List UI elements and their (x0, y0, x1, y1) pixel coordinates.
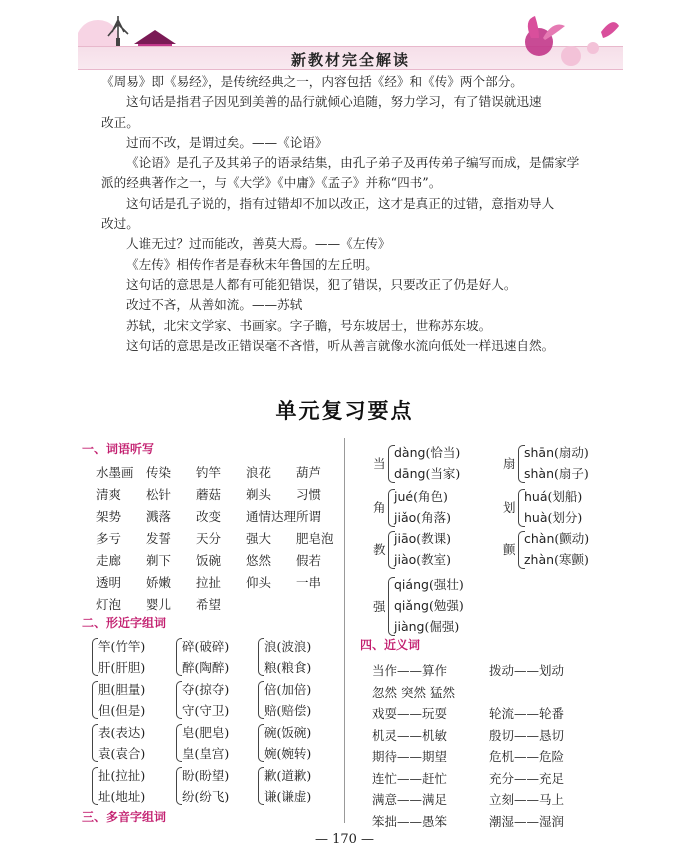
char-group-item: 址(地址) (98, 789, 146, 804)
char-group-item: 粮(粮食) (264, 660, 312, 675)
vocab-word: 肥皂泡 (296, 531, 334, 546)
example-word: (恰当) (425, 445, 461, 460)
synonym-row (372, 682, 612, 704)
vocab-word: 走廊 (96, 553, 122, 568)
subheading-vocab: 一、词语听写 (82, 442, 155, 456)
pinyin: dàng (394, 445, 426, 460)
example-word: (角色) (413, 489, 448, 504)
vocab-row (96, 550, 346, 572)
polyphone-reading (394, 595, 464, 616)
polyphone-char: 划 (503, 500, 516, 515)
synonym-pair (489, 682, 606, 704)
char-group-item: 碗(饭碗) (264, 725, 312, 740)
vocab-word: 改变 (196, 509, 222, 524)
char-group-item: 婉(婉转) (264, 746, 312, 761)
example-word: (颤动) (554, 531, 590, 546)
prose-line: 派的经典著作之一，与《大学》《中庸》《孟子》并称“四书”。 (101, 175, 442, 191)
prose-line: 改过。 (101, 216, 139, 232)
prose-line: 《左传》相传作者是春秋末年鲁国的左丘明。 (126, 256, 378, 272)
polyphone-char: 强 (373, 598, 386, 614)
polyphone-reading (524, 528, 589, 549)
pinyin: dāng (394, 466, 426, 481)
prose-line: 苏轼，北宋文学家、书画家。字子瞻，号东坡居士，世称苏东坡。 (126, 317, 492, 333)
vocab-word: 架势 (96, 509, 122, 524)
prose-line: 《周易》即《易经》，是传统经典之一，内容包括《经》和《传》两个部分。 (101, 74, 523, 89)
section-title: 单元复习要点 (275, 399, 414, 423)
vocab-word: 习惯 (296, 487, 322, 502)
prose-line: 人谁无过？过而能改，善莫大焉。——《左传》 (126, 236, 391, 252)
synonym-pair: 忽然 突然 猛然 (372, 684, 455, 700)
example-word: (当家) (425, 466, 461, 481)
vocab-word: 溅落 (146, 509, 172, 524)
vocab-word: 假若 (296, 553, 322, 568)
char-group-item: 醉(陶醉) (182, 660, 230, 675)
vocab-word: 强大 (246, 531, 272, 546)
prose-line: 这句话是孔子说的，指有过错却不加以改正，这才是真正的过错，意指劝导人 (126, 195, 555, 211)
vocab-word: 所谓 (296, 509, 322, 524)
polyphone-reading (394, 574, 464, 595)
vocab-word: 一串 (296, 575, 322, 590)
synonym-row (372, 768, 612, 790)
pinyin: zhàn (524, 552, 555, 567)
vocab-word: 剃头 (246, 487, 272, 502)
vocab-word (246, 594, 296, 616)
synonym-pair: 拨动——划动 (489, 663, 565, 678)
pinyin: jiǎo (394, 510, 417, 525)
prose-line: 改正。 (101, 114, 139, 130)
polyphone-char: 扇 (503, 456, 516, 471)
synonym-pair: 轮流——轮番 (489, 706, 565, 721)
vocab-row (96, 572, 346, 594)
vocab-row (96, 506, 346, 528)
synonym-row (372, 725, 612, 747)
pinyin: jiāo (394, 531, 417, 546)
synonym-pair: 连忙——赶忙 (372, 770, 448, 786)
char-group-item: 谦(谦虚) (264, 789, 312, 804)
synonym-row (372, 660, 612, 682)
vocab-word: 多亏 (96, 531, 122, 546)
char-group-item: 皇(皇宫) (182, 746, 230, 761)
char-group-item: 倍(加倍) (264, 682, 312, 697)
pinyin: jué (394, 489, 414, 504)
char-group-item: 表(表达) (98, 725, 146, 740)
vocab-word: 饭碗 (196, 553, 222, 568)
polyphone-char: 颤 (503, 542, 516, 557)
char-group-item: 竿(竹竿) (98, 639, 146, 654)
synonym-pair: 满意——满足 (372, 792, 448, 807)
header-title: 新教材完全解读 (290, 51, 410, 69)
flower-decoration (473, 12, 623, 70)
prose-line: 这句话是指君子因见到美善的品行就倾心追随，努力学习，有了错误就迅速 (126, 94, 542, 110)
prose-line: 改过不吝，从善如流。——苏轼 (126, 297, 303, 313)
char-group-item: 袁(袁合) (98, 746, 146, 761)
pinyin: chàn (524, 531, 555, 546)
char-group-item: 肝(肝胆) (98, 660, 146, 675)
prose-line: 《论语》是孔子及其弟子的语录结集，由孔子弟子及再传弟子编写而成，是儒家学 (126, 155, 580, 171)
pinyin: shàn (524, 466, 555, 481)
polyphone-reading (524, 507, 582, 528)
vocab-row (96, 594, 346, 616)
prose-section (101, 72, 611, 356)
pinyin: huà (524, 510, 548, 525)
polyphone-reading (394, 616, 459, 637)
vocab-word: 葫芦 (296, 465, 322, 480)
example-word: (扇子) (554, 466, 589, 481)
char-group-item: 但(但是) (98, 703, 146, 718)
polyphone-reading (524, 549, 589, 570)
char-group-item: 皂(肥皂) (182, 725, 230, 740)
polyphone-reading (394, 442, 460, 463)
char-group-item: 浪(波浪) (264, 639, 312, 654)
polyphone-char: 教 (373, 542, 386, 557)
synonym-pair: 充分——充足 (489, 770, 565, 786)
pinyin: shān (524, 445, 555, 460)
vocab-word (296, 594, 346, 616)
synonym-pair: 立刻——马上 (489, 792, 565, 807)
polyphone-char: 角 (373, 500, 386, 515)
example-word: (寒颤) (554, 552, 589, 567)
polyphone-char: 当 (373, 456, 386, 471)
char-group-item: 扯(拉扯) (98, 768, 146, 783)
vocab-word: 娇嫩 (146, 575, 172, 590)
synonym-row (372, 746, 612, 768)
vocab-row (96, 462, 346, 484)
synonym-row (372, 789, 612, 811)
polyphone-reading (394, 549, 451, 570)
vocab-word: 透明 (96, 575, 122, 590)
vocab-word: 清爽 (96, 487, 122, 502)
vocab-word: 灯泡 (96, 597, 122, 612)
synonym-row (372, 703, 612, 725)
pinyin: jiào (394, 552, 417, 567)
vocab-word: 剃下 (146, 553, 172, 568)
page-number: — 170 — (314, 832, 375, 847)
page-header (78, 12, 623, 70)
pinyin: huá (524, 489, 548, 504)
vocab-word: 悠然 (246, 553, 272, 568)
subheading-synonyms: 四、近义词 (360, 638, 421, 652)
vocab-word: 通情达理 (246, 509, 297, 524)
example-word: (教室) (416, 552, 452, 567)
vocab-word: 松针 (146, 487, 172, 502)
char-group-item: 纷(纷飞) (182, 789, 230, 804)
char-group-item: 歉(道歉) (264, 768, 312, 783)
pinyin: jiàng (394, 619, 425, 634)
vocab-word: 天分 (196, 531, 222, 546)
synonym-pair: 潮湿——湿润 (489, 813, 565, 829)
example-word: (勉强) (428, 598, 464, 613)
synonym-pair: 期待——期望 (372, 749, 448, 764)
subheading-polyphones: 三、多音字组词 (82, 810, 167, 824)
prose-line: 这句话的意思是人都有可能犯错误，犯了错误，只要改正了仍是好人。 (126, 276, 517, 292)
char-group-item: 盼(盼望) (182, 768, 230, 783)
polyphone-reading (394, 507, 451, 528)
prose-line: 过而不改，是谓过矣。——《论语》 (126, 134, 328, 150)
vocab-word: 浪花 (246, 465, 272, 480)
synonym-pair: 笨拙——愚笨 (372, 813, 448, 829)
vocab-word: 发誓 (146, 531, 172, 546)
vocab-row (96, 484, 346, 506)
example-word: (倔强) (424, 619, 460, 634)
polyphone-reading (524, 442, 589, 463)
synonym-pair: 殷切——恳切 (489, 727, 565, 743)
synonym-pair: 戏耍——玩耍 (372, 706, 448, 721)
vocab-row (96, 528, 346, 550)
char-group-item: 夺(掠夺) (182, 682, 230, 697)
example-word: (角落) (416, 510, 452, 525)
example-word: (教课) (416, 531, 452, 546)
example-word: (划分) (547, 510, 583, 525)
char-group-item: 守(守卫) (182, 703, 230, 718)
prose-line: 这句话的意思是改正错误毫不吝惜，听从善言就像水流向低处一样迅速自然。 (126, 337, 555, 353)
vocab-word: 婴儿 (146, 597, 172, 612)
vocab-word: 水墨画 (96, 465, 134, 480)
pinyin: qiǎng (394, 598, 429, 613)
vocab-word: 钓竿 (196, 465, 222, 480)
synonym-pair: 当作——算作 (372, 663, 448, 678)
vocab-grid (96, 462, 346, 616)
polyphone-reading (524, 486, 582, 507)
example-word: (强壮) (428, 577, 464, 592)
subheading-similar-chars: 二、形近字组词 (82, 616, 167, 630)
pinyin: qiáng (394, 577, 429, 592)
polyphone-reading (524, 463, 589, 484)
synonym-list (372, 660, 612, 832)
synonym-row (372, 811, 612, 833)
synonym-pair: 机灵——机敏 (372, 727, 448, 743)
char-group-item: 碎(破碎) (182, 639, 230, 654)
vocab-word: 传染 (146, 465, 172, 480)
example-word: (扇动) (554, 445, 589, 460)
polyphone-reading (394, 463, 460, 484)
vocab-word: 蘑菇 (196, 487, 222, 502)
example-word: (划船) (547, 489, 583, 504)
vocab-word: 希望 (196, 597, 222, 612)
vocab-word: 拉扯 (196, 575, 222, 590)
polyphone-reading (394, 486, 448, 507)
synonym-pair: 危机——危险 (489, 749, 565, 764)
vocab-word: 仰头 (246, 575, 272, 590)
char-group-item: 胆(胆量) (98, 682, 146, 697)
char-group-item: 赔(赔偿) (264, 703, 312, 718)
polyphone-reading (394, 528, 451, 549)
